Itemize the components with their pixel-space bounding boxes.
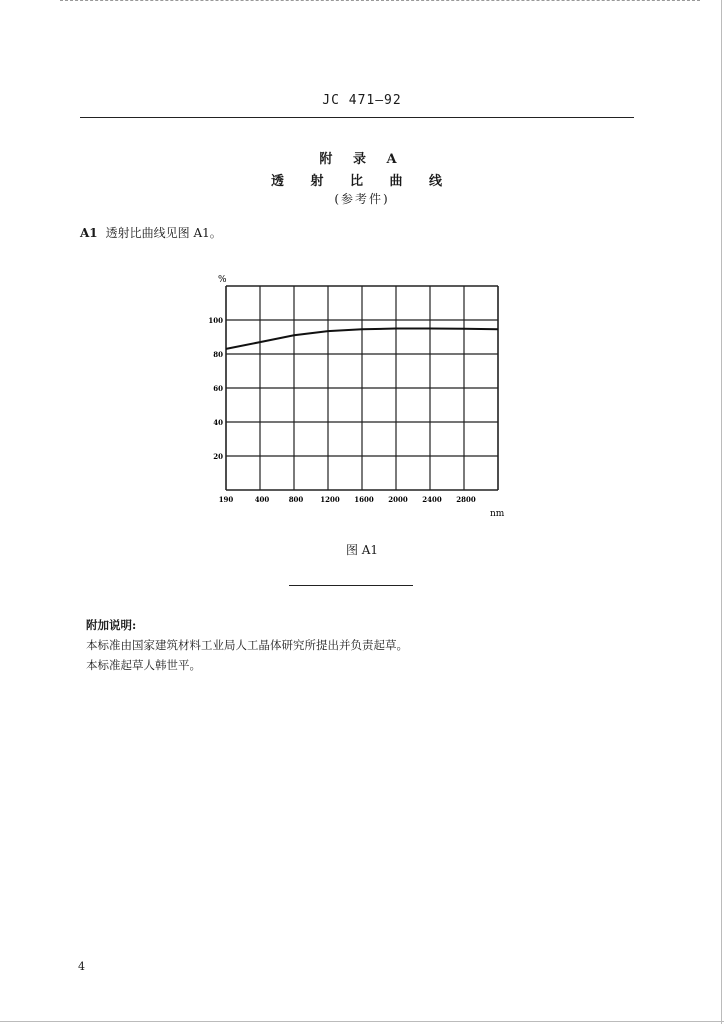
x-tick-label: 190 <box>218 495 234 504</box>
scan-edge-line <box>60 0 700 1</box>
figure-caption: 图 A1 <box>345 543 379 557</box>
x-tick-label: 2800 <box>456 495 476 504</box>
scan-edge-line <box>0 1021 724 1022</box>
notes-line-2: 本标准起草人韩世平。 <box>86 658 201 672</box>
x-axis-label: nm <box>490 509 505 519</box>
notes-heading: 附加说明: <box>86 618 137 632</box>
transmittance-chart <box>190 270 510 525</box>
chart-grid <box>226 286 498 490</box>
section-text: 透射比曲线见图 A1。 <box>105 226 222 240</box>
additional-notes <box>86 615 408 675</box>
y-tick-label: 60 <box>213 384 223 393</box>
y-tick-label: 100 <box>208 316 223 325</box>
x-tick-label: 1600 <box>354 495 374 504</box>
y-tick-label: 20 <box>213 452 223 461</box>
standard-number: JC 471—92 <box>322 93 402 108</box>
appendix-title: 透 射 比 曲 线 <box>270 174 454 189</box>
x-tick-label: 1200 <box>320 495 340 504</box>
appendix-note: (参考件) <box>334 192 390 206</box>
y-axis-label: % <box>218 275 227 285</box>
x-tick-label: 400 <box>254 495 270 504</box>
section-number: A1 <box>80 226 98 240</box>
y-tick-label: 80 <box>213 350 223 359</box>
appendix-label: 附 录 A <box>319 152 405 167</box>
x-tick-label: 2000 <box>388 495 408 504</box>
page-number: 4 <box>78 960 85 973</box>
header-rule <box>80 117 634 118</box>
y-tick-label: 40 <box>213 418 223 427</box>
section-divider <box>289 585 413 586</box>
x-tick-label: 800 <box>288 495 304 504</box>
notes-line-1: 本标准由国家建筑材料工业局人工晶体研究所提出并负责起草。 <box>86 638 408 652</box>
x-tick-label: 2400 <box>422 495 442 504</box>
section-paragraph <box>80 224 222 241</box>
